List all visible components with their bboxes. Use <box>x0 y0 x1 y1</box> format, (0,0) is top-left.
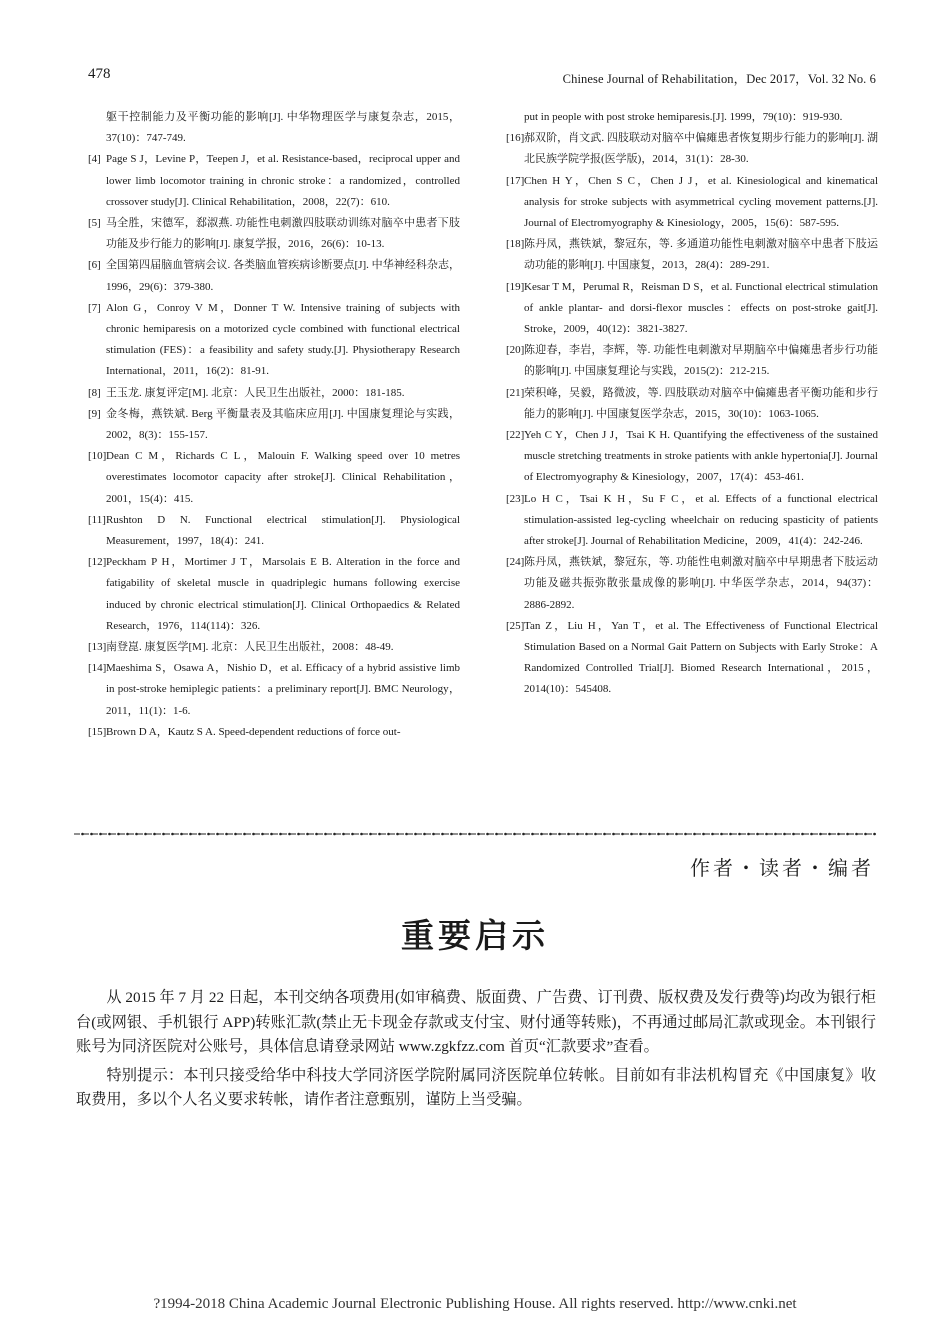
page-number: 478 <box>88 66 111 82</box>
divider-dot <box>333 833 336 836</box>
reference-item <box>88 404 460 446</box>
reference-text: 南登崑. 康复医学[M]. 北京：人民卫生出版社，2008：48-49. <box>106 641 394 654</box>
reference-text: 全国第四届脑血管病会议. 各类脑血管疾病诊断要点[J]. 中华神经科杂志，1996，29(6)：379-380. <box>106 259 460 293</box>
reference-number: [16] <box>506 132 525 145</box>
divider-dot <box>126 833 129 836</box>
notice-body <box>76 986 876 1117</box>
reference-item <box>88 658 460 722</box>
divider-dot <box>315 833 318 836</box>
reference-text: 陈丹凤，燕铁斌，黎冠东，等. 功能性电刺激对脑卒中早期患者下肢运动功能及磁共振弥散张量成像的影响[J]. 中华医学杂志，2014，94(37)：2886-2892. <box>524 556 878 611</box>
divider-dot <box>531 833 534 836</box>
divider-dot <box>576 833 579 836</box>
reference-item <box>88 383 460 404</box>
divider-dot <box>837 833 840 836</box>
reference-text: Tan Z，Liu H，Yan T，et al. The Effectiveness of Functional Electrical Stimulation Based on a Normal Gait Pattern on Subjects with Early Stroke：A Randomized Controlled Trial[J]. Biomed Research International，2015，2014(10)：545408. <box>524 619 878 696</box>
divider-dot <box>414 833 417 836</box>
reference-text: Brown D A，Kautz S A. Speed-dependent reductions of force out- <box>106 725 401 738</box>
reference-number: [9] <box>88 407 101 420</box>
references-left-column <box>88 107 460 743</box>
divider-dot <box>189 833 192 836</box>
divider-dot <box>513 833 516 836</box>
reference-text: Kesar T M，Perumal R，Reisman D S，et al. Functional electrical stimulation of ankle plantar- and dorsi-flexor muscles：effects on post-stroke gait[J]. Stroke，2009，40(12)：3821-3827. <box>524 280 878 336</box>
divider-dot <box>819 833 822 836</box>
reference-item <box>88 552 460 637</box>
divider-dot <box>423 833 426 836</box>
reference-item <box>506 616 878 701</box>
reference-number: [11] <box>88 513 106 526</box>
reference-item <box>88 446 460 510</box>
divider-dot <box>261 833 264 836</box>
reference-item <box>88 298 460 383</box>
notice-paragraph: 特别提示：本刊只接受给华中科技大学同济医学院附属同济医院单位转帐。目前如有非法机构冒充《中国康复》收取费用，多以个人名义要求转帐，请作者注意甄别，谨防上当受骗。 <box>76 1066 876 1108</box>
reference-text: Page S J，Levine P，Teepen J，et al. Resistance-based，reciprocal upper and lower limb locomotor training in chronic stroke：a randomized，controlled crossover study[J]. Clinical Rehabilitation，2008，22(7)：610. <box>106 153 460 208</box>
reference-item <box>506 552 878 616</box>
divider-dot <box>846 833 849 836</box>
divider-dot <box>504 833 507 836</box>
reference-item <box>506 234 878 276</box>
reference-number: [6] <box>88 259 101 272</box>
divider-dot <box>324 833 327 836</box>
reference-number: [7] <box>88 301 101 314</box>
divider-dot <box>594 833 597 836</box>
divider-dot <box>243 833 246 836</box>
divider-dot <box>153 833 156 836</box>
section-divider <box>74 831 876 837</box>
divider-dot <box>405 833 408 836</box>
divider-dot <box>603 833 606 836</box>
divider-dot <box>171 833 174 836</box>
divider-dot <box>612 833 615 836</box>
reference-item <box>506 489 878 553</box>
reference-text: Dean C M，Richards C L，Malouin F. Walking speed over 10 metres overestimates locomotor capacity after stroke[J]. Clinical Rehabilitation，2001，15(4)：415. <box>106 450 460 505</box>
divider-dot <box>378 833 381 836</box>
reference-number: [14] <box>88 662 107 675</box>
divider-dot <box>90 833 93 836</box>
divider-dot <box>270 833 273 836</box>
reference-text: Rushton D N. Functional electrical stimulation[J]. Physiological Measurement，1997，18(4)：241. <box>106 513 460 548</box>
reference-number: [22] <box>506 429 525 442</box>
reference-text: 陈迎春，李岩，李辉，等. 功能性电刺激对早期脑卒中偏瘫患者步行功能的影响[J]. 中国康复理论与实践，2015(2)：212-215. <box>524 344 878 378</box>
reference-text: Lo H C，Tsai K H，Su F C，et al. Effects of a functional electrical stimulation-assisted leg-cycling wheelchair on reducing spasticity of patients after stroke[J]. Journal of Rehabilitation Medicine，2009，41(4)：242-246. <box>524 492 878 548</box>
divider-dot <box>720 833 723 836</box>
divider-dot <box>801 833 804 836</box>
reference-number: [13] <box>88 641 107 654</box>
divider-dot <box>558 833 561 836</box>
divider-dot <box>765 833 768 836</box>
divider-dot <box>99 833 102 836</box>
divider-dot <box>747 833 750 836</box>
reference-number: [25] <box>506 619 525 632</box>
reference-item <box>506 425 878 489</box>
reference-item <box>506 383 878 425</box>
reference-item <box>88 255 460 297</box>
divider-dot <box>198 833 201 836</box>
divider-dot <box>144 833 147 836</box>
divider-dot <box>387 833 390 836</box>
reference-item <box>506 107 878 128</box>
reference-number: [10] <box>88 450 107 463</box>
divider-dot <box>486 833 489 836</box>
divider-dot <box>684 833 687 836</box>
notice-title: 重要启示 <box>401 916 549 955</box>
reference-text: Chen H Y，Chen S C，Chen J J，et al. Kinesiological and kinematical analysis for stroke subjects with asymmetrical cycling movement patterns.[J]. Journal of Electromyography & Kinesiology，2005，15(6)：587-595. <box>524 174 878 230</box>
divider-dot <box>792 833 795 836</box>
reference-item <box>88 510 460 552</box>
divider-dot <box>396 833 399 836</box>
divider-dot <box>702 833 705 836</box>
divider-dot <box>774 833 777 836</box>
running-header: Chinese Journal of Rehabilitation，Dec 2017，Vol. 32 No. 6 <box>562 72 876 86</box>
divider-dot <box>522 833 525 836</box>
divider-dot <box>567 833 570 836</box>
divider-dot <box>279 833 282 836</box>
divider-dot <box>432 833 435 836</box>
divider-dot <box>864 833 867 836</box>
divider-dot <box>216 833 219 836</box>
divider-dot <box>873 833 876 836</box>
reference-number: [12] <box>88 556 107 569</box>
divider-dot <box>585 833 588 836</box>
reference-item <box>506 171 878 235</box>
reference-text: 王玉龙. 康复评定[M]. 北京：人民卫生出版社，2000：181-185. <box>106 386 405 399</box>
references-right-column <box>506 107 878 701</box>
reference-number: [15] <box>88 725 107 738</box>
divider-dot <box>711 833 714 836</box>
reference-text: 金冬梅，燕铁斌. Berg 平衡量表及其临床应用[J]. 中国康复理论与实践，2002，8(3)：155-157. <box>106 407 460 442</box>
divider-dot <box>288 833 291 836</box>
divider-dot <box>621 833 624 836</box>
divider-dot <box>225 833 228 836</box>
reference-item <box>88 149 460 213</box>
divider-dot <box>459 833 462 836</box>
divider-dot <box>162 833 165 836</box>
reference-item <box>88 213 460 255</box>
divider-dot <box>135 833 138 836</box>
reference-item <box>506 277 878 341</box>
reference-number: [8] <box>88 386 101 399</box>
divider-dot <box>441 833 444 836</box>
reference-text: 郝双阶，肖文武. 四肢联动对脑卒中偏瘫患者恢复期步行能力的影响[J]. 湖北民族学院学报(医学版)，2014，31(1)：28-30. <box>524 132 878 166</box>
divider-dot <box>477 833 480 836</box>
reference-text: Maeshima S，Osawa A，Nishio D，et al. Efficacy of a hybrid assistive limb in post-stroke hemiplegic patients：a preliminary report[J]. BMC Neurology，2011，11(1)：1-6. <box>106 662 460 717</box>
divider-dot <box>306 833 309 836</box>
reference-item <box>506 128 878 170</box>
divider-dot <box>639 833 642 836</box>
divider-dot <box>180 833 183 836</box>
divider-dot <box>756 833 759 836</box>
reference-text: put in people with post stroke hemiparesis.[J]. 1999，79(10)：919-930. <box>524 111 843 123</box>
divider-dot <box>369 833 372 836</box>
divider-dot <box>342 833 345 836</box>
divider-dot <box>666 833 669 836</box>
divider-dot <box>855 833 858 836</box>
divider-dot <box>81 833 84 836</box>
divider-dot <box>783 833 786 836</box>
divider-dot <box>648 833 651 836</box>
reference-number: [20] <box>506 344 525 357</box>
divider-dot <box>117 833 120 836</box>
divider-dot <box>360 833 363 836</box>
reference-text: Yeh C Y，Chen J J，Tsai K H. Quantifying the effectiveness of the sustained muscle stretching treatments in stroke patients with ankle hypertonia[J]. Journal of Electromyography & Kinesiology，2007，17(4)：453-461. <box>524 429 878 484</box>
divider-dot <box>693 833 696 836</box>
divider-dot <box>657 833 660 836</box>
section-label: 作者・读者・编者 <box>690 856 874 880</box>
reference-number: [24] <box>506 556 525 569</box>
divider-dot <box>495 833 498 836</box>
divider-dot <box>234 833 237 836</box>
reference-text: 马全胜，宋德军，郄淑燕. 功能性电刺激四肢联动训练对脑卒中患者下肢功能及步行能力的影响[J]. 康复学报，2016，26(6)：10-13. <box>106 217 460 251</box>
reference-number: [4] <box>88 153 101 166</box>
divider-dot <box>810 833 813 836</box>
notice-paragraph: 从 2015 年 7 月 22 日起，本刊交纳各项费用(如审稿费、版面费、广告费、订刊费、版权费及发行费等)均改为银行柜台(或网银、手机银行 APP)转账汇款(禁止无卡现金存款或支付宝、财付通等转账)，不再通过邮局汇款或现金。本刊银行账号为同济医院对公账号，具体信息请登录网站 www.zgkfzz.com 首页“汇款要求”查看。 <box>76 989 876 1055</box>
reference-text: Peckham P H，Mortimer J T，Marsolais E B. Alteration in the force and fatigability of skeletal muscle in quadriplegic humans following exercise induced by chronic electrical stimulation[J]. Clinical Orthopaedics & Related Research，1976，114(114)：326. <box>106 556 460 632</box>
reference-text: Alon G，Conroy V M，Donner T W. Intensive training of subjects with chronic hemiparesis on a motorized cycle combined with functional electrical stimulation (FES)：a feasibility and safety study.[J]. Physiotherapy Research International，2011，16(2)：81-91. <box>106 301 460 378</box>
divider-dot <box>351 833 354 836</box>
divider-dot <box>450 833 453 836</box>
reference-item <box>88 637 460 658</box>
divider-dot <box>108 833 111 836</box>
divider-dot <box>729 833 732 836</box>
divider-dot <box>738 833 741 836</box>
divider-dot <box>675 833 678 836</box>
reference-text: 陈丹凤，燕铁斌，黎冠东，等. 多通道功能性电刺激对脑卒中患者下肢运动功能的影响[J]. 中国康复，2013，28(4)：289-291. <box>524 238 878 272</box>
divider-dot <box>630 833 633 836</box>
reference-number: [19] <box>506 280 525 293</box>
reference-number: [23] <box>506 492 525 505</box>
reference-item <box>88 722 460 743</box>
divider-dot <box>828 833 831 836</box>
reference-item <box>88 107 460 149</box>
divider-dot <box>252 833 255 836</box>
copyright-footer: ?1994-2018 China Academic Journal Electronic Publishing House. All rights reserved. http://www.cnki.net <box>153 1296 797 1312</box>
divider-dot <box>549 833 552 836</box>
divider-dot <box>297 833 300 836</box>
reference-number: [17] <box>506 174 525 187</box>
divider-dot <box>468 833 471 836</box>
reference-text: 荣积峰，吴毅，路微波，等. 四肢联动对脑卒中偏瘫患者平衡功能和步行能力的影响[J]. 中国康复医学杂志，2015，30(10)：1063-1065. <box>524 386 878 420</box>
divider-dot <box>207 833 210 836</box>
divider-dot <box>540 833 543 836</box>
reference-number: [18] <box>506 238 525 251</box>
reference-number: [5] <box>88 217 101 230</box>
reference-item <box>506 340 878 382</box>
reference-number: [21] <box>506 386 525 399</box>
reference-text: 躯干控制能力及平衡功能的影响[J]. 中华物理医学与康复杂志，2015，37(10)：747-749. <box>106 111 460 145</box>
